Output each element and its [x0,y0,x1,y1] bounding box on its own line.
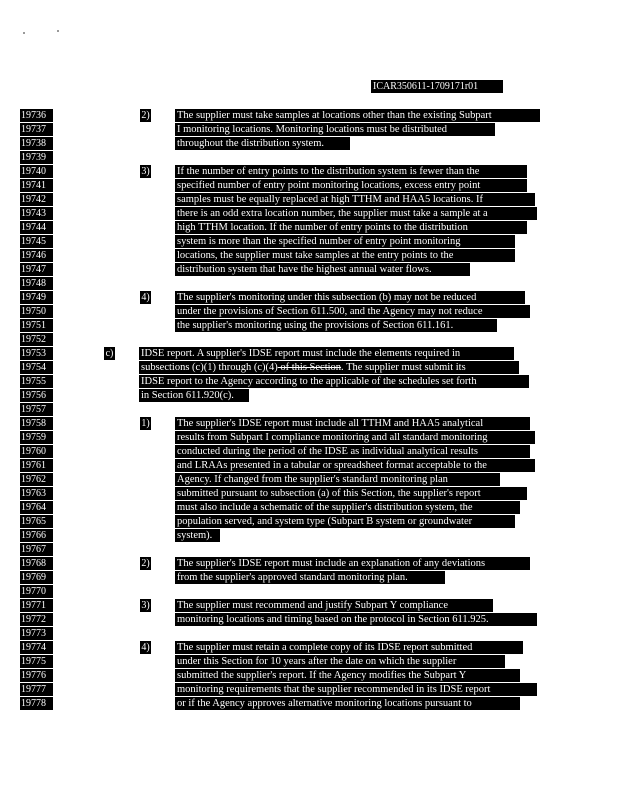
line-number: 19764 [20,501,53,514]
text-line: or if the Agency approves alternative monitoring locations pursuant to [175,697,520,710]
text-line: samples must be equally replaced at high TTHM and HAA5 locations. If [175,193,535,206]
line-number: 19761 [20,459,53,472]
text-line: population served, and system type (Subpart B system or groundwater [175,515,515,528]
text-line: in Section 611.920(c). [139,389,249,402]
line-number: 19744 [20,221,53,234]
scan-speck [23,32,25,34]
text-line: The supplier must recommend and justify Subpart Y compliance [175,599,493,612]
text-line-with-strike [139,361,519,374]
line-number: 19774 [20,641,53,654]
text-line: system is more than the specified number of entry point monitoring [175,235,515,248]
item-label-c1: 1) [141,418,150,429]
line-number: 19742 [20,193,53,206]
text-line: locations, the supplier must take samples at the entry points to the [175,249,515,262]
item-label-b2: 2) [141,110,150,121]
text-line: The supplier must retain a complete copy of its IDSE report submitted [175,641,523,654]
text-line: under this Section for 10 years after the date on which the supplier [175,655,505,668]
line-number: 19749 [20,291,53,304]
line-number: 19743 [20,207,53,220]
line-number: 19776 [20,669,53,682]
text-line: If the number of entry points to the distribution system is fewer than the [175,165,527,178]
struck-text: of this Section [277,362,342,373]
text-line: results from Subpart I compliance monitoring and all standard monitoring [175,431,535,444]
text-line: Agency. If changed from the supplier's standard monitoring plan [175,473,500,486]
line-number: 19769 [20,571,53,584]
text-line: submitted pursuant to subsection (a) of this Section, the supplier's report [175,487,527,500]
line-number: 19751 [20,319,53,332]
line-number: 19766 [20,529,53,542]
line-number: 19745 [20,235,53,248]
line-number: 19767 [20,543,53,556]
text-line: high TTHM location. If the number of entry points to the distribution [175,221,527,234]
text-line: The supplier must take samples at locations other than the existing Subpart [175,109,540,122]
line-number: 19765 [20,515,53,528]
line-number: 19754 [20,361,53,374]
line-number: 19771 [20,599,53,612]
line-number: 19773 [20,627,53,640]
line-number: 19760 [20,445,53,458]
line-number: 19758 [20,417,53,430]
document-id: ICAR350611-1709171r01 [371,80,503,93]
line-number: 19739 [20,151,53,164]
line-number: 19775 [20,655,53,668]
line-number: 19778 [20,697,53,710]
line-number: 19752 [20,333,53,346]
item-label-c4: 4) [141,642,150,653]
text-line: I monitoring locations. Monitoring locations must be distributed [175,123,495,136]
line-number: 19747 [20,263,53,276]
line-number: 19755 [20,375,53,388]
line-number: 19741 [20,179,53,192]
line-number: 19768 [20,557,53,570]
line-number: 19736 [20,109,53,122]
text-line: must also include a schematic of the supplier's distribution system, the [175,501,520,514]
line-number: 19738 [20,137,53,150]
text-line: the supplier's monitoring using the provisions of Section 611.161. [175,319,497,332]
scan-speck [57,30,59,32]
line-number: 19750 [20,305,53,318]
text-line: conducted during the period of the IDSE as individual analytical results [175,445,530,458]
text-line: from the supplier's approved standard monitoring plan. [175,571,445,584]
line-number: 19740 [20,165,53,178]
item-label-b3: 3) [141,166,150,177]
item-label-b4: 4) [141,292,150,303]
line-number: 19757 [20,403,53,416]
text-line: and LRAAs presented in a tabular or spreadsheet format acceptable to the [175,459,535,472]
text-line: there is an odd extra location number, the supplier must take a sample at a [175,207,537,220]
text-line: The supplier's IDSE report must include all TTHM and HAA5 analytical [175,417,530,430]
line-number: 19759 [20,431,53,444]
text-line: IDSE report. A supplier's IDSE report must include the elements required in [139,347,514,360]
line-number: 19762 [20,473,53,486]
line-number: 19756 [20,389,53,402]
text-segment: subsections (c)(1) through (c)(4) [141,362,278,373]
text-line: monitoring requirements that the supplier recommended in its IDSE report [175,683,537,696]
text-line: distribution system that have the highest annual water flows. [175,263,470,276]
text-line: system). [175,529,220,542]
text-line: The supplier's IDSE report must include an explanation of any deviations [175,557,530,570]
text-line: The supplier's monitoring under this subsection (b) may not be reduced [175,291,525,304]
text-line: submitted the supplier's report. If the Agency modifies the Subpart Y [175,669,520,682]
line-number: 19777 [20,683,53,696]
text-line: specified number of entry point monitoring locations, excess entry point [175,179,527,192]
line-number: 19737 [20,123,53,136]
item-label-c3: 3) [141,600,150,611]
text-line: throughout the distribution system. [175,137,350,150]
line-number: 19748 [20,277,53,290]
line-number: 19772 [20,613,53,626]
item-label-c2: 2) [141,558,150,569]
line-number: 19753 [20,347,53,360]
line-number: 19763 [20,487,53,500]
text-line: IDSE report to the Agency according to the applicable of the schedules set forth [139,375,529,388]
line-number: 19746 [20,249,53,262]
text-line: monitoring locations and timing based on the protocol in Section 611.925. [175,613,537,626]
text-segment: . The supplier must submit its [341,362,466,373]
text-line: under the provisions of Section 611.500, and the Agency may not reduce [175,305,530,318]
line-number: 19770 [20,585,53,598]
item-label-c: c) [105,348,114,359]
